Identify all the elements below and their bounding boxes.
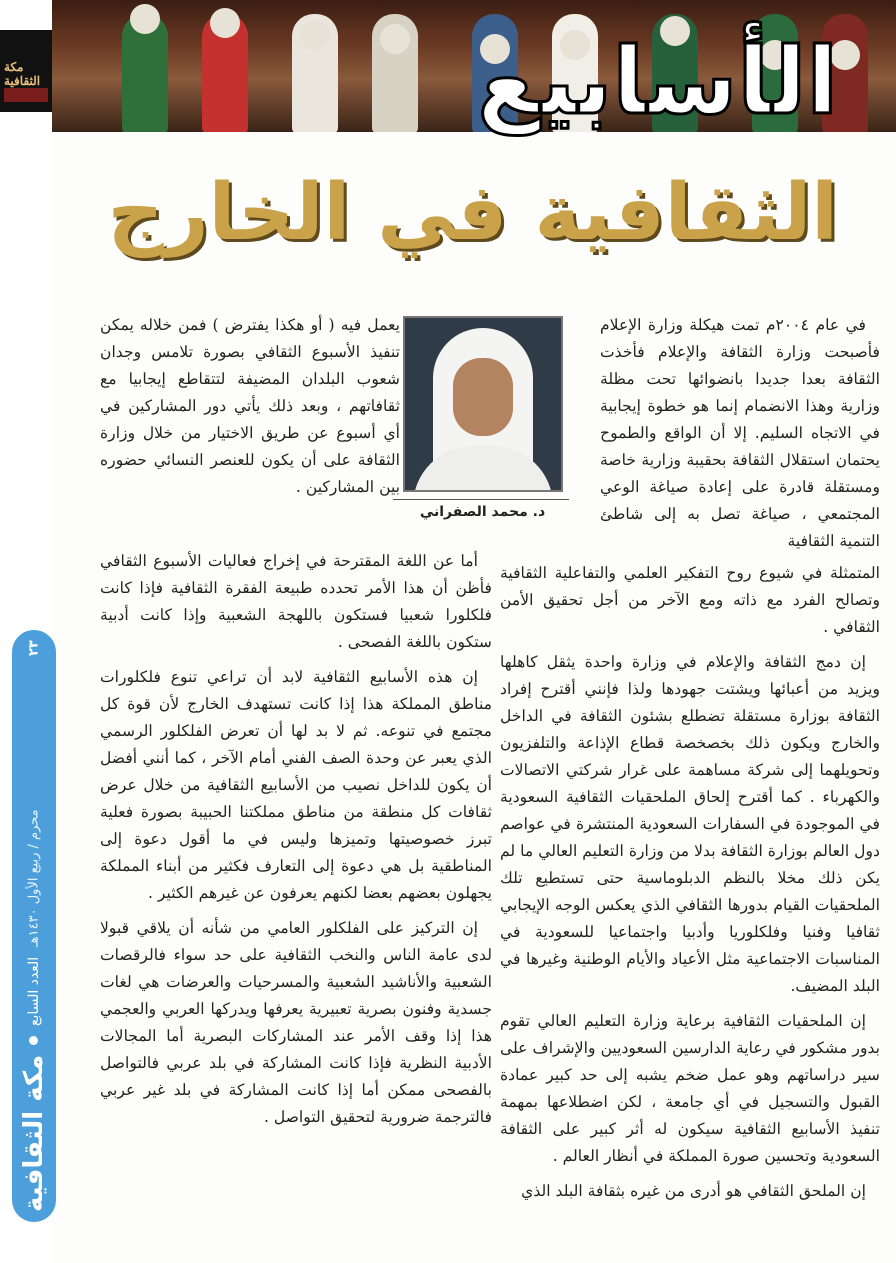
photo-head <box>130 4 160 34</box>
photo-head <box>300 20 330 50</box>
paragraph: إن دمج الثقافة والإعلام في وزارة واحدة يثقل كاهلها ويزيد من أعبائها ويشتت جهودها ولذا فإنني أقترح إفراد الثقافة بوزارة مستقلة تضطلع بشئون الثقافة في الداخل والخارج ويكون ذلك بخصخصة قطاع الإذاعة والتلفزيون وتحويلهما إلى شركة مساهمة على غرار شركتي الاتصالات والكهرباء . كما أقترح إلحاق الملحقيات الثقافية السعودية في الموجودة في السفارات السعودية المنتشرة في عواصم دول العالم بوزارة الثقافة بدلا من وزارة التعليم العالي ما لم يكن ذلك مخلا بالنظم الدبلوماسية حتى تستطيع تلك الملحقيات القيام بدورها الثقافي الذي يعكس الوجه الإيجابي ثقافيا وفنيا وفلكلوريا وأدبيا واجتماعيا للسعودية في المناسبات الاجتماعية مثل الأعياد والأيام الوطنية وغيرها في البلد المضيف. <box>500 653 880 995</box>
paragraph: إن الملحق الثقافي هو أدرى من غيره بثقافة البلد الذي <box>521 1182 866 1200</box>
left-column-top <box>100 312 400 509</box>
magazine-logo <box>0 30 52 112</box>
logo-mark: مكة الثقافية <box>4 60 41 88</box>
page-number: ٢٣ <box>26 640 42 656</box>
sidebar <box>0 0 52 1263</box>
left-column <box>100 548 492 1139</box>
issue-strip-text <box>12 640 56 1212</box>
logo-ribbon <box>4 88 48 102</box>
issue-date: محرم / ربيع الأول ١٤٣٠هـ <box>26 808 42 947</box>
right-column <box>500 560 880 1213</box>
paragraph: يعمل فيه ( أو هكذا يفترض ) فمن خلاله يمكن تنفيذ الأسبوع الثقافي بصورة تلامس وجدان شعوب البلدان المضيفة لتتقاطع إيجابيا مع ثقافاتهم ، وبعد ذلك يأتي دور المشاركين في أي أسبوع عن طريق الاختيار من خلال وزارة الثقافة على أن يكون للعنصر النسائي حضوره بين المشاركين . <box>100 316 400 496</box>
paragraph: أما عن اللغة المقترحة في إخراج فعاليات الأسبوع الثقافي فأظن أن هذا الأمر تحدده طبيعة الفقرة الثقافية فإذا كانت فلكلورا شعبيا فستكون باللهجة الشعبية وإذا كانت أدبية ستكون باللغة الفصحى . <box>100 552 492 651</box>
right-column-top <box>600 312 880 563</box>
issue-number: العدد السابع <box>26 956 42 1026</box>
article-title-line1: الأسابيع <box>477 28 838 135</box>
author-photo <box>403 316 563 492</box>
author-name: د. محمد الصفراني <box>419 504 546 520</box>
paragraph: المتمثلة في شيوع روح التفكير العلمي والتفاعلية الثقافية وتصالح الفرد مع ذاته ومع الآخر من أجل تحقيق الأمن الثقافي . <box>500 564 880 636</box>
paragraph: إن الملحقيات الثقافية برعاية وزارة التعليم العالي تقوم بدور مشكور في رعاية الدارسين السعوديين والإشراف على سير دراساتهم وهو عمل ضخم يشبه إلى حد كبير عمادة القبول والتسجيل في أي جامعة ، لكن اضطلاعها بمهمة تنفيذ الأسابيع الثقافية سيكون له أثر كبير على الثقافة السعودية وتحسين صورة المملكة في أنظار العالم . <box>500 1012 880 1165</box>
photo-head <box>380 24 410 54</box>
separator-dot <box>30 1036 39 1045</box>
paragraph: في عام ٢٠٠٤م تمت هيكلة وزارة الإعلام فأصبحت وزارة الثقافة والإعلام فأخذت الثقافة بعدا جديدا بانضوائها تحت مظلة وزارية وهذا الانضمام إنما هو خطوة إيجابية في الاتجاه السليم. إلا أن الواقع والطموح يحتمان استقلال الثقافة بحقيبة وزارية خاصة ومستقلة قادرة على إعادة صياغة الوعي المجتمعي ، صياغة تصل به إلى شاطئ التنمية الثقافية <box>600 316 880 550</box>
article-title-line2: الثقافية في الخارج <box>107 168 838 258</box>
photo-head <box>210 8 240 38</box>
photo-face <box>453 358 513 436</box>
magazine-name: مكة الثقافية <box>19 1054 49 1212</box>
author-divider <box>393 499 569 500</box>
paragraph: إن التركيز على الفلكلور العامي من شأنه أن يلاقي قبولا لدى عامة الناس والنخب الثقافية على حد سواء فالرقصات الشعبية والأناشيد الشعبية والمسرحيات والعرضات هي لغات جسدية وفنون بصرية تعبيرية يعرفها ويدركها العربي والعجمي هذا إذا وقف الأمر عند المشاركات البصرية أما المجالات الأدبية النظرية فإذا كانت المشاركة في بلد عربي فالتواصل بالفصحى ممكن أما إذا كانت المشاركة في بلد غير عربي فالترجمة ضرورية لتحقيق التواصل . <box>100 919 492 1126</box>
paragraph: إن هذه الأسابيع الثقافية لابد أن تراعي تنوع فلكلورات مناطق المملكة هذا إذا كانت تستهدف الخارج لأن قوة كل مجتمع في تنوعه. ثم لا بد لها أن تعرض الفلكلور الرسمي الذي يعبر عن وحدة الصف الفني أمام الآخر ، كما أنني أفضل أن يكون للداخل نصيب من الأسابيع الثقافية من خلال عرض ثقافات كل منطقة من مناطق مملكتنا الحبيبة بصورة فعلية تبرز خصوصيتها وتميزها وليس في ما أقول دعوة إلى المناطقية بل هي دعوة إلى التعارف فكثير من أبناء المملكة يجهلون بعضهم بعضا لكنهم يعرفون عن غيرهم الكثير . <box>100 668 492 902</box>
